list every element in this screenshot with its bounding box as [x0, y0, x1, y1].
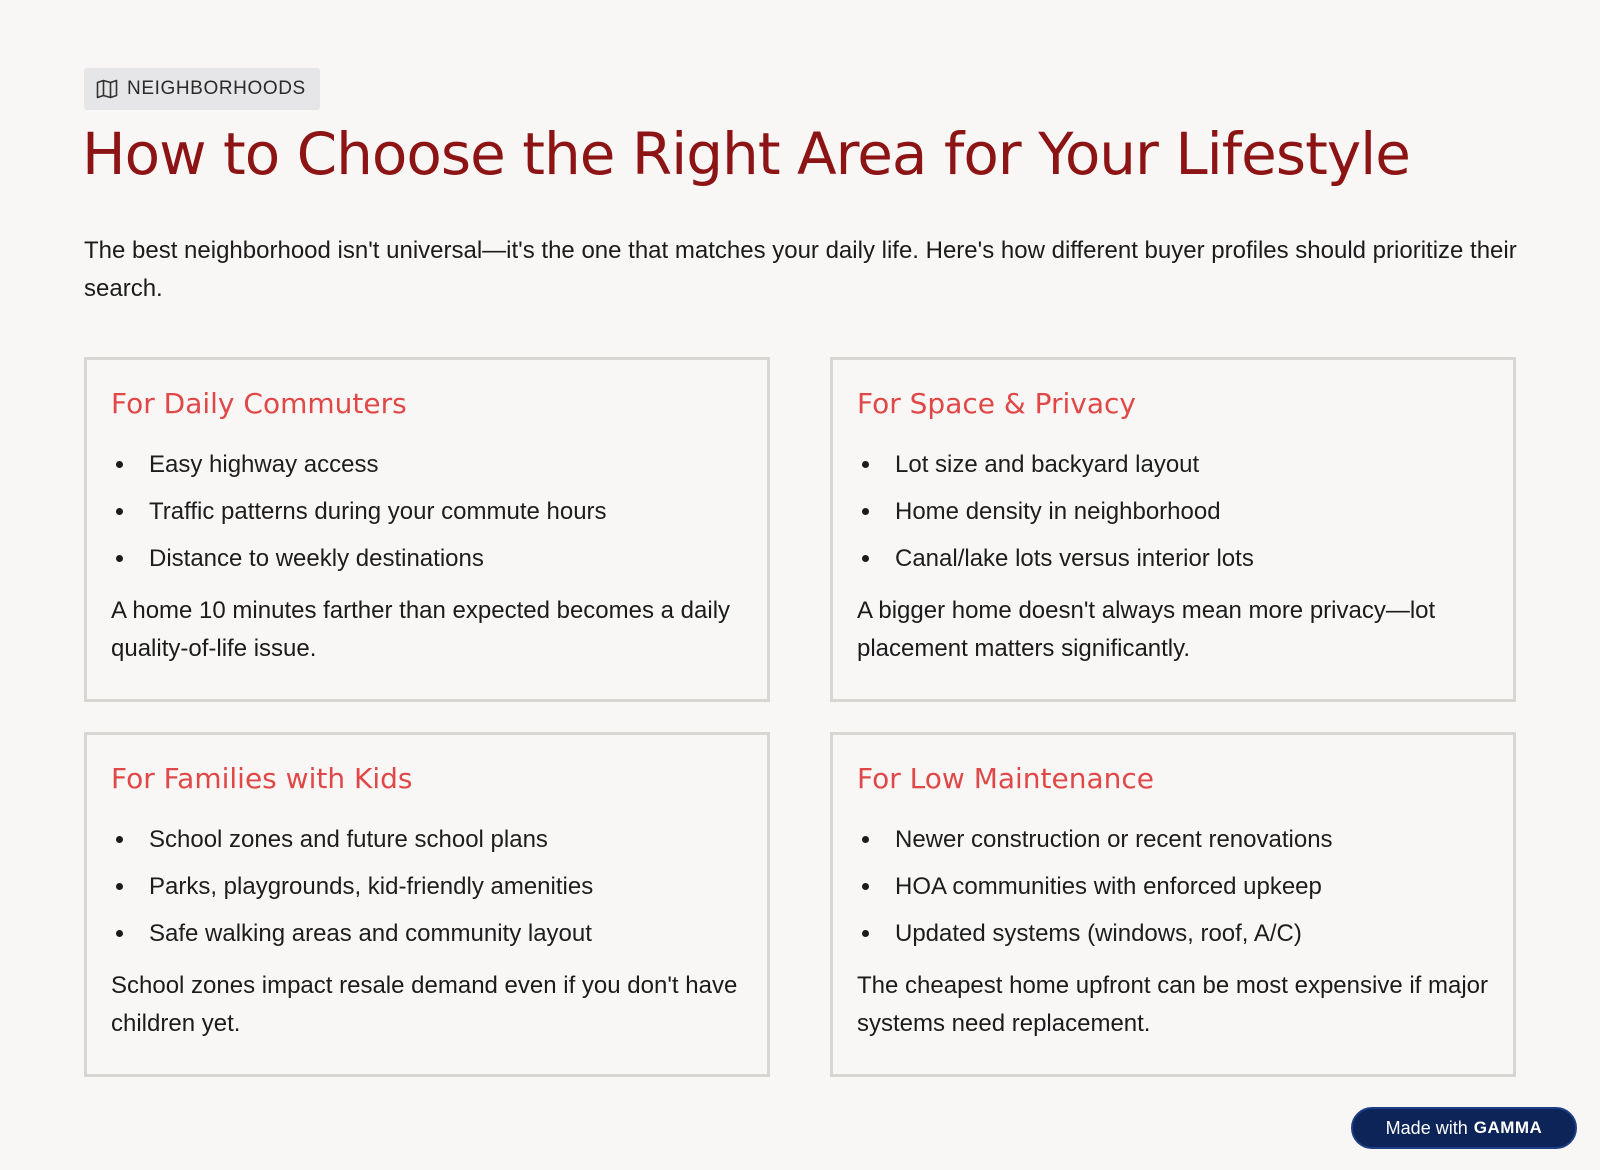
intro-paragraph: The best neighborhood isn't universal—it's the one that matches your daily life. Here's how different buyer profiles should prioritize their search.	[84, 237, 1517, 302]
bullet-icon	[116, 555, 123, 562]
list-item: Updated systems (windows, roof, A/C)	[857, 910, 1489, 957]
list-item: Home density in neighborhood	[857, 488, 1489, 535]
list-item: Safe walking areas and community layout	[111, 910, 743, 957]
bullet-icon	[862, 836, 869, 843]
list-item: HOA communities with enforced upkeep	[857, 863, 1489, 910]
bullet-icon	[862, 930, 869, 937]
card-heading: For Families with Kids	[111, 762, 413, 795]
card-note: A home 10 minutes farther than expected becomes a daily quality-of-life issue.	[111, 597, 731, 662]
card-list	[857, 816, 1489, 957]
bullet-icon	[862, 508, 869, 515]
bullet-icon	[116, 930, 123, 937]
gamma-logo: GAMMA	[1473, 1118, 1543, 1137]
bullet-icon	[862, 555, 869, 562]
card-families-kids	[84, 732, 770, 1077]
card-list	[857, 441, 1489, 582]
list-item: Traffic patterns during your commute hours	[111, 488, 743, 535]
card-note: School zones impact resale demand even if you don't have children yet.	[111, 972, 738, 1037]
list-item: Newer construction or recent renovations	[857, 816, 1489, 863]
bullet-icon	[116, 461, 123, 468]
page-title: How to Choose the Right Area for Your Lifestyle	[82, 120, 1410, 188]
card-heading: For Low Maintenance	[857, 762, 1155, 795]
list-item: Distance to weekly destinations	[111, 535, 743, 582]
card-heading: For Daily Commuters	[111, 387, 407, 420]
card-note: A bigger home doesn't always mean more privacy—lot placement matters significantly.	[857, 597, 1436, 662]
bullet-icon	[116, 883, 123, 890]
card-heading: For Space & Privacy	[857, 387, 1136, 420]
bullet-icon	[862, 883, 869, 890]
list-item: School zones and future school plans	[111, 816, 743, 863]
list-item: Easy highway access	[111, 441, 743, 488]
badge-prefix: Made with	[1385, 1117, 1468, 1138]
section-tag-label: NEIGHBORHOODS	[127, 78, 306, 99]
card-list	[111, 441, 743, 582]
card-daily-commuters	[84, 357, 770, 702]
bullet-icon	[116, 836, 123, 843]
card-list	[111, 816, 743, 957]
card-note: The cheapest home upfront can be most expensive if major systems need replacement.	[857, 972, 1489, 1037]
map-icon	[96, 79, 118, 99]
made-with-gamma-badge[interactable]	[1351, 1107, 1577, 1149]
bullet-icon	[862, 461, 869, 468]
list-item: Lot size and backyard layout	[857, 441, 1489, 488]
section-tag	[84, 68, 320, 110]
card-space-privacy	[830, 357, 1516, 702]
list-item: Parks, playgrounds, kid-friendly amenities	[111, 863, 743, 910]
bullet-icon	[116, 508, 123, 515]
list-item: Canal/lake lots versus interior lots	[857, 535, 1489, 582]
card-low-maintenance	[830, 732, 1516, 1077]
